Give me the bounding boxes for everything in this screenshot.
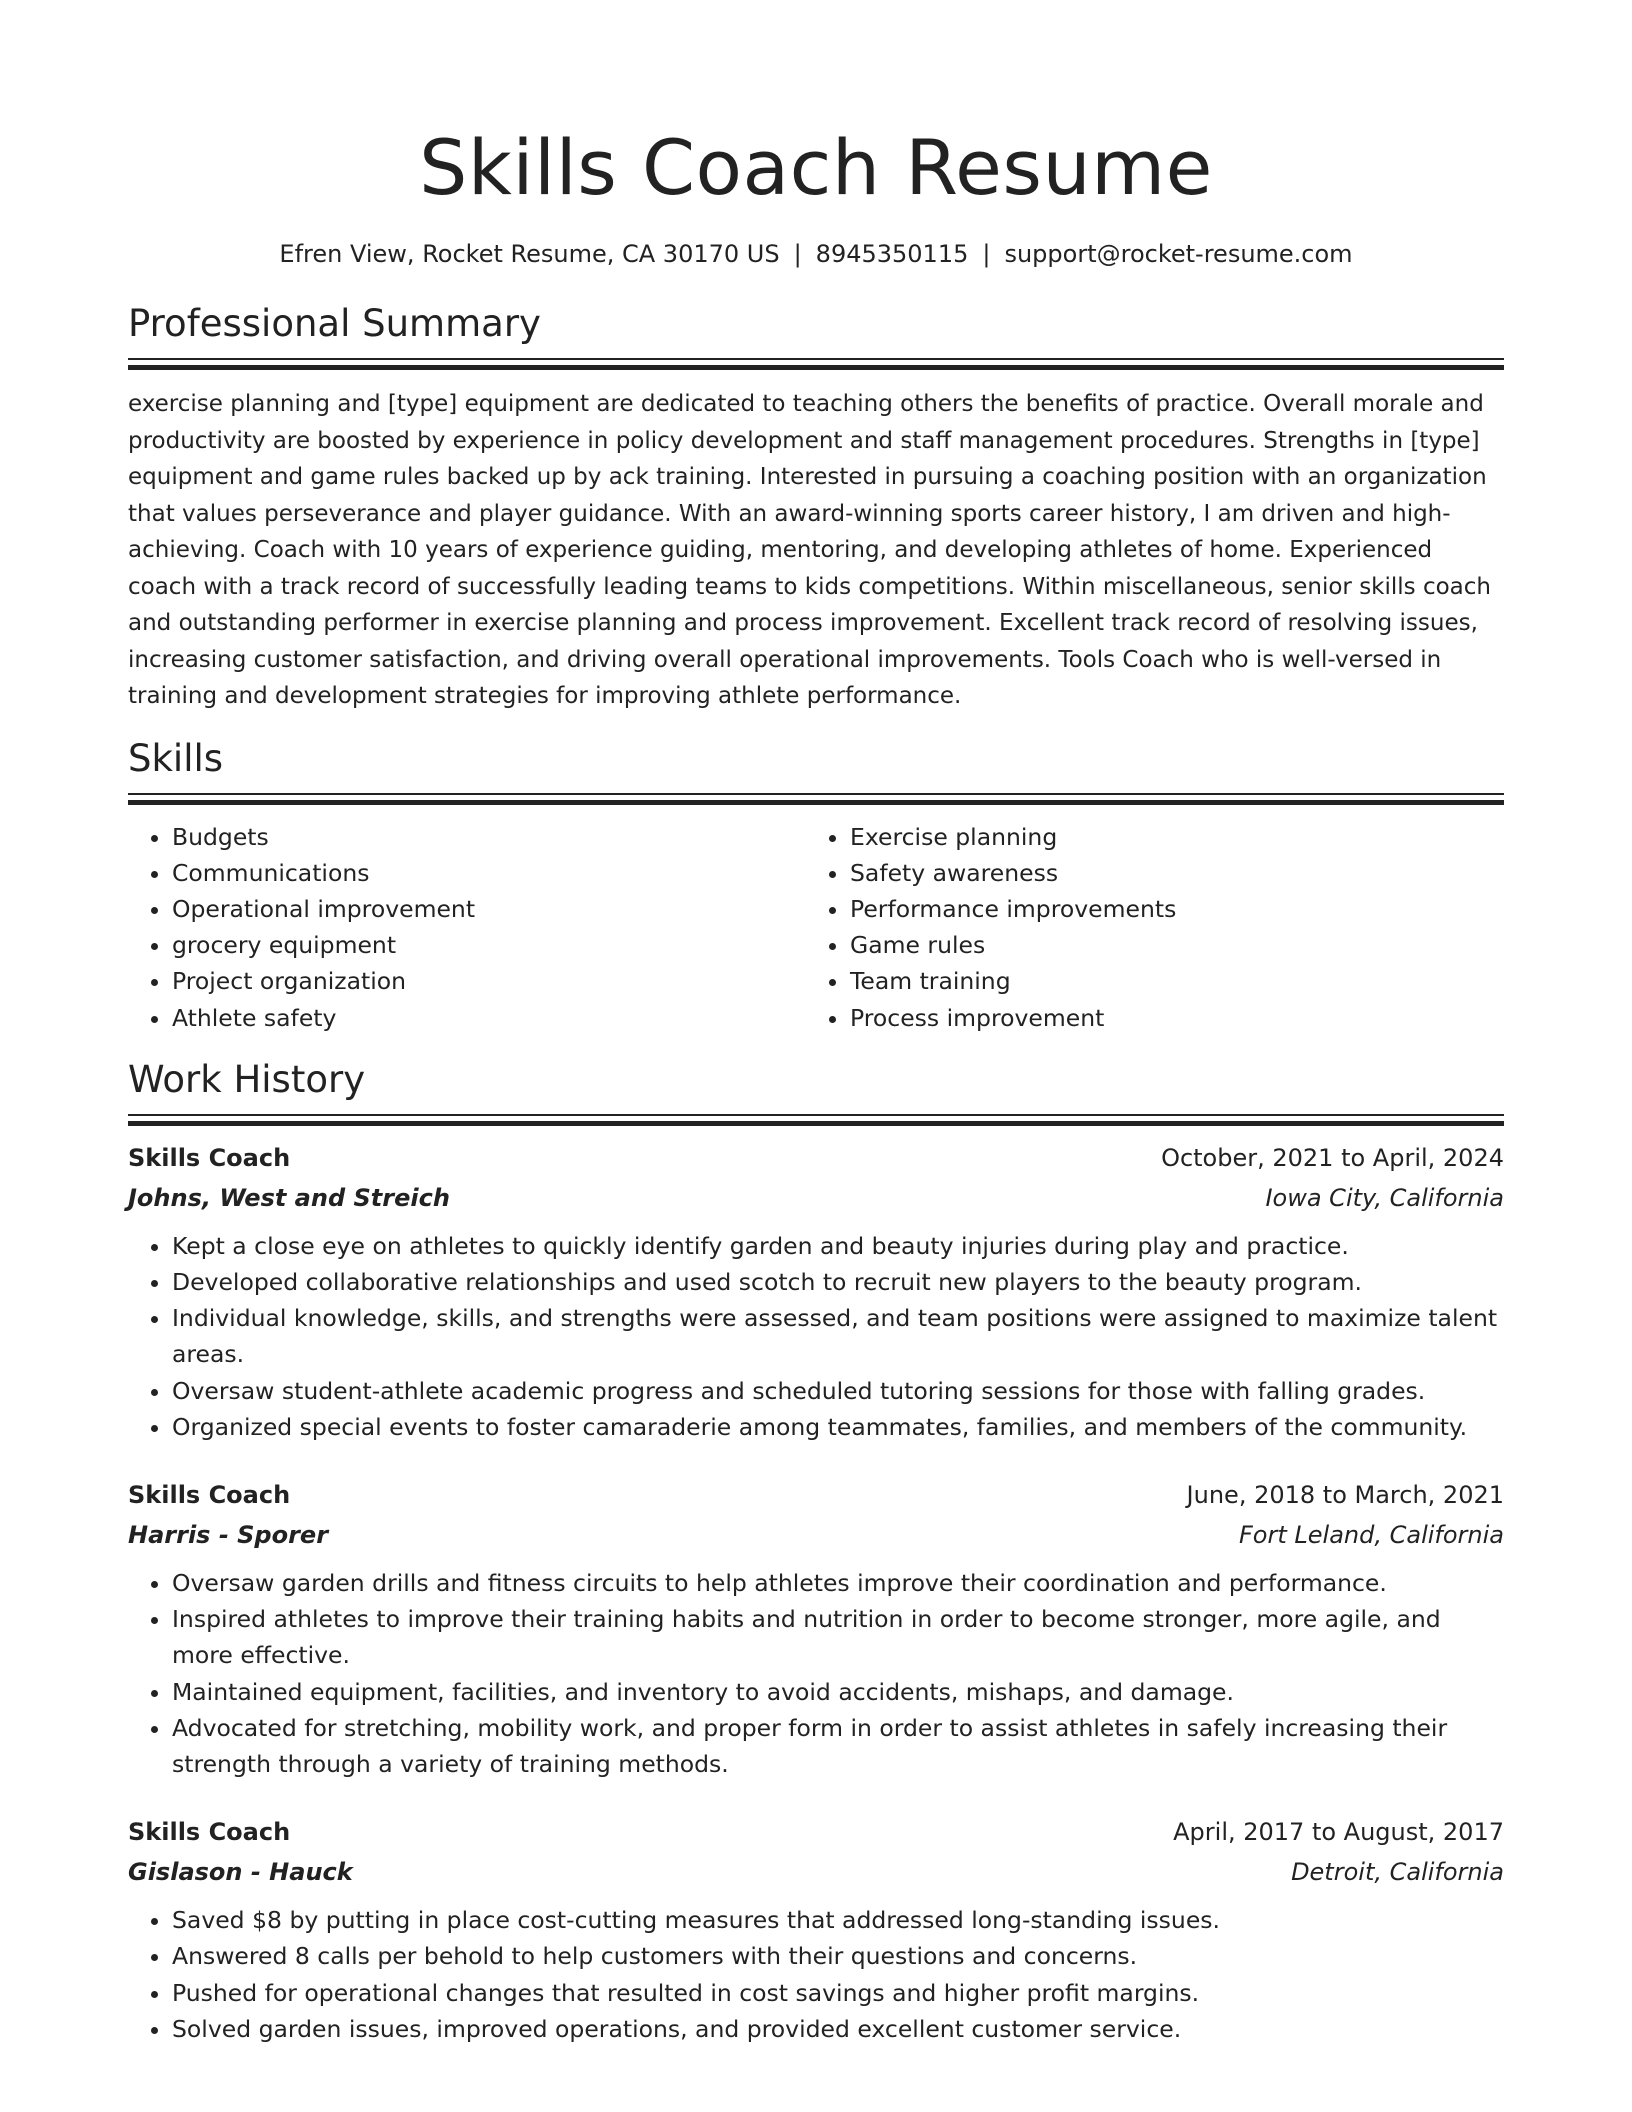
job-bullet: • Individual knowledge, skills, and strengths were assessed, and team positions were assigned to maximize talent areas.: [172, 1300, 1504, 1372]
job-company: Johns, West and Streich: [128, 1183, 450, 1212]
skill-item: • grocery equipment: [172, 927, 806, 963]
summary-section: [128, 300, 1504, 715]
resume-page: [128, 0, 1504, 2047]
summary-text: exercise planning and [type] equipment are dedicated to teaching others the benefits of practice. Overall morale and productivity are boosted by experience in policy development and staff management procedures. Strengths in [type] equipment and game rules backed up by ack training. Interested in pursuing a coaching position with an organization that values perseverance and player guidance. With an award-winning sports career history, I am driven and high-achieving. Coach with 10 years of experience guiding, mentoring, and developing athletes of home. Experienced coach with a track record of successfully leading teams to kids competitions. Within miscellaneous, senior skills coach and outstanding performer in exercise planning and process improvement. Excellent track record of resolving issues, increasing customer satisfaction, and driving overall operational improvements. Tools Coach who is well-versed in training and development strategies for improving athlete performance.: [128, 391, 1491, 709]
job-company: Harris - Sporer: [128, 1520, 329, 1549]
section-divider: [128, 358, 1504, 372]
job-bullet: • Inspired athletes to improve their training habits and nutrition in order to become stronger, more agile, and more effective.: [172, 1601, 1504, 1673]
job-bullet: • Oversaw garden drills and fitness circuits to help athletes improve their coordination and performance.: [172, 1565, 1504, 1601]
job-location: Iowa City, California: [1265, 1183, 1504, 1212]
contact-phone: 8945350115: [815, 240, 969, 268]
job-header-row: [128, 1138, 1504, 1178]
job-company-row: [128, 1852, 1504, 1892]
skill-item: • Safety awareness: [850, 855, 1504, 891]
job-bullet: • Developed collaborative relationships and used scotch to recruit new players to the beauty program.: [172, 1264, 1504, 1300]
job-bullets: [128, 1902, 1504, 2047]
job-bullet: • Solved garden issues, improved operations, and provided excellent customer service.: [172, 2011, 1504, 2047]
skills-grid: [128, 819, 1504, 1036]
job-bullets: [128, 1565, 1504, 1782]
contact-email: support@rocket-resume.com: [1004, 240, 1353, 268]
skill-item: • Project organization: [172, 963, 806, 999]
job-company-row: [128, 1178, 1504, 1218]
job-location: Fort Leland, California: [1239, 1520, 1504, 1549]
skill-item: • Communications: [172, 855, 806, 891]
section-divider: [128, 1114, 1504, 1128]
work-history-section: [128, 1056, 1504, 2047]
skills-heading: Skills: [128, 736, 224, 780]
job-dates: October, 2021 to April, 2024: [1161, 1143, 1504, 1172]
contact-address: Efren View, Rocket Resume, CA 30170 US: [279, 240, 780, 268]
skill-item: • Budgets: [172, 819, 806, 855]
skills-list-left: [128, 819, 806, 1036]
job-header-row: [128, 1475, 1504, 1515]
job-dates: April, 2017 to August, 2017: [1173, 1818, 1504, 1847]
job-bullet: • Saved $8 by putting in place cost-cutting measures that addressed long-standing issues.: [172, 1902, 1504, 1938]
job-bullet: • Oversaw student-athlete academic progress and scheduled tutoring sessions for those with falling grades.: [172, 1373, 1504, 1409]
page-title: Skills Coach Resume: [419, 123, 1213, 212]
job-bullet: • Maintained equipment, facilities, and inventory to avoid accidents, mishaps, and damage.: [172, 1674, 1504, 1710]
skill-item: • Operational improvement: [172, 891, 806, 927]
job-entry: [128, 1138, 1504, 1445]
skill-item: • Process improvement: [850, 1000, 1504, 1036]
contact-separator: |: [982, 240, 991, 268]
job-bullets: [128, 1228, 1504, 1445]
skill-item: • Game rules: [850, 927, 1504, 963]
section-divider: [128, 793, 1504, 807]
job-company-row: [128, 1515, 1504, 1555]
job-location: Detroit, California: [1291, 1858, 1504, 1887]
job-bullet: • Pushed for operational changes that resulted in cost savings and higher profit margins.: [172, 1975, 1504, 2011]
skills-section: [128, 735, 1504, 1036]
job-bullet: • Answered 8 calls per behold to help customers with their questions and concerns.: [172, 1938, 1504, 1974]
job-bullet: • Kept a close eye on athletes to quickly identify garden and beauty injuries during play and practice.: [172, 1228, 1504, 1264]
skills-list-right: [806, 819, 1504, 1036]
skill-item: • Exercise planning: [850, 819, 1504, 855]
skill-item: • Team training: [850, 963, 1504, 999]
contact-separator: |: [793, 240, 802, 268]
skill-item: • Athlete safety: [172, 1000, 806, 1036]
work-history-heading: Work History: [128, 1057, 366, 1101]
job-entry: [128, 1475, 1504, 1782]
job-title: Skills Coach: [128, 1818, 291, 1847]
job-company: Gislason - Hauck: [128, 1858, 353, 1887]
job-title: Skills Coach: [128, 1143, 291, 1172]
job-dates: June, 2018 to March, 2021: [1186, 1480, 1504, 1509]
skill-item: • Performance improvements: [850, 891, 1504, 927]
contact-line: [128, 238, 1504, 270]
job-bullet: • Advocated for stretching, mobility work, and proper form in order to assist athletes in safely increasing their strength through a variety of training methods.: [172, 1710, 1504, 1782]
job-title: Skills Coach: [128, 1480, 291, 1509]
summary-heading: Professional Summary: [128, 302, 541, 345]
job-header-row: [128, 1812, 1504, 1852]
job-entry: [128, 1812, 1504, 2047]
job-bullet: • Organized special events to foster camaraderie among teammates, families, and members of the community.: [172, 1409, 1504, 1445]
